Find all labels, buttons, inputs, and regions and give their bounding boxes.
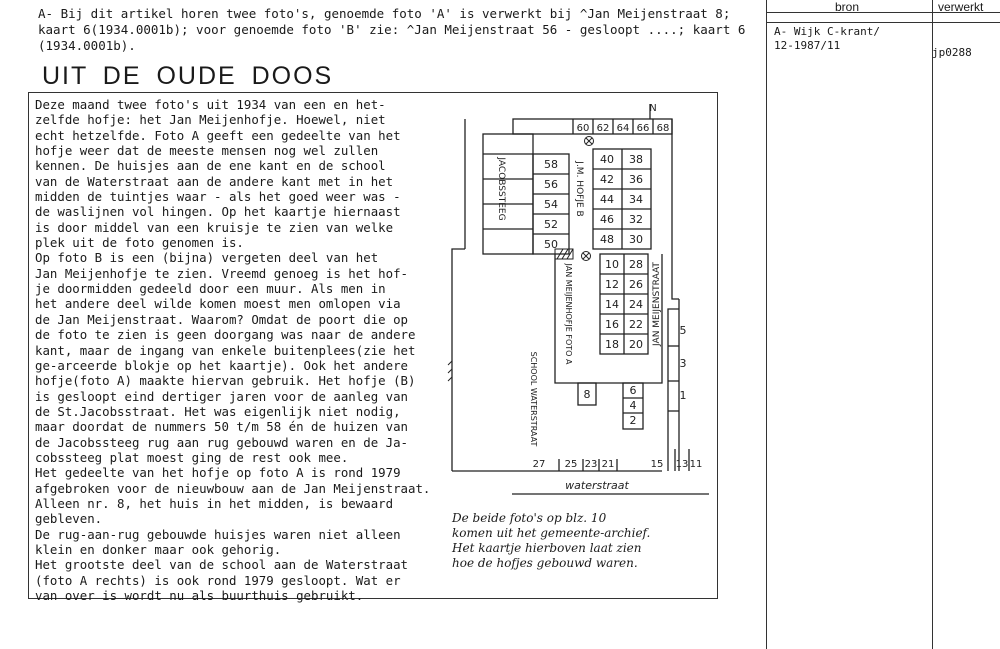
house-number: 2 (629, 414, 637, 427)
article-line: de St.Jacobsstraat. Het was eigenlijk niet nodig, (35, 403, 401, 419)
verwerkt-header: verwerkt (938, 0, 984, 14)
house-number: 20 (629, 338, 643, 351)
verwerkt-value: jp0288 (932, 46, 972, 59)
article-line: zelfde hofje: het Jan Meijenhofje. Hoewel, niet (35, 112, 386, 128)
house-number: 38 (629, 153, 643, 166)
article-line: De rug-aan-rug gebouwde huisjes waren niet alleen (35, 526, 401, 542)
article-line: Het gedeelte van het hofje op foto A is rond 1979 (35, 465, 401, 481)
article-title: UIT DE OUDE DOOS (42, 62, 334, 90)
hofje-b-label: J.M. HOFJE B (574, 161, 584, 217)
house-number: 42 (600, 173, 614, 186)
article-body (35, 97, 439, 603)
house-number: 3 (679, 357, 687, 370)
jan-meijenstraat-label: JAN MEIJENSTRAAT (652, 262, 662, 346)
article-line: hofje(foto A) maakte hiervan gebruik. Het hofje (B) (35, 373, 416, 389)
house-number: 18 (605, 338, 619, 351)
hofje-a-label: JAN MEIJENHOFJE FOTO A (564, 263, 573, 365)
house-number: 8 (583, 388, 591, 401)
house-number: 12 (605, 278, 619, 291)
article-line: Alleen nr. 8, het huis in het midden, is bewaard (35, 495, 394, 511)
house-number: 56 (544, 178, 558, 191)
verwerkt-column-border (932, 0, 933, 649)
house-number: 44 (600, 193, 614, 206)
jacobssteeg-label: JACOBSSTEEG (496, 157, 506, 221)
article-line: Op foto B is een (bijna) vergeten deel van het (35, 250, 379, 266)
street-number: 11 (689, 459, 703, 470)
article-line: kennen. De huisjes aan de ene kant en de school (35, 158, 386, 174)
article-line: Het grootste deel van de school aan de Waterstraat (35, 557, 408, 573)
house-number: 34 (629, 193, 643, 206)
waterstraat-label: waterstraat (565, 479, 629, 492)
article-line: Deze maand twee foto's uit 1934 van een en het- (35, 97, 386, 112)
article-line: klein en donker maar ook gehorig. (35, 541, 282, 557)
article-line: gebleven. (35, 511, 103, 527)
house-number: 24 (629, 298, 643, 311)
article-line: midden de tuintjes waar - als het goed weer was - (35, 189, 401, 205)
article-line: is door middel van een kruisje te zien van welke (35, 219, 394, 235)
article-line: maar doordat de nummers 50 t/m 58 én de huizen van (35, 419, 408, 435)
bron-column-border (766, 0, 767, 649)
street-number: 13 (675, 459, 689, 470)
article-line: is gesloopt eind dertiger jaren voor de aanleg van (35, 388, 408, 404)
article-line: de Jacobssteeg rug aan rug gebouwd waren en de Ja- (35, 434, 408, 450)
school-label: SCHOOL WATERSTRAAT (529, 351, 538, 447)
house-number: 46 (600, 213, 614, 226)
house-number: 28 (629, 258, 643, 271)
house-number: 16 (605, 318, 619, 331)
article-line: echt hetzelfde. Foto A geeft een gedeelte van het (35, 127, 401, 143)
house-number: 62 (596, 123, 610, 134)
house-number: 1 (679, 389, 687, 402)
house-number: 52 (544, 218, 558, 231)
house-number: 4 (629, 399, 637, 412)
article-line: plek uit de foto genomen is. (35, 235, 244, 251)
house-number: 66 (636, 123, 650, 134)
map-caption: De beide foto's op blz. 10 komen uit het gemeente-archief. Het kaartje hierboven laat zien hoe de hofjes gebouwd waren. (452, 511, 651, 570)
house-number: 50 (544, 238, 558, 251)
article-line: kant, maar de ingang van enkele buitenplees(zie het (35, 342, 416, 358)
article-line: van de Waterstraat aan de andere kant met in het (35, 173, 394, 189)
article-line: Jan Meijenhofje te zien. Vreemd genoeg is het hof- (35, 265, 408, 281)
house-number: 58 (544, 158, 558, 171)
article-line: je doormidden gedeeld door een muur. Als men in (35, 281, 386, 297)
street-number: 27 (532, 459, 546, 470)
house-number: 68 (656, 123, 670, 134)
article-line: afgebroken voor de nieuwbouw aan de Jan Meijenstraat. (35, 480, 431, 496)
article-line: de foto te zien is geen doorgang was naar de andere (35, 327, 416, 343)
house-number: 54 (544, 198, 558, 211)
house-number: 5 (679, 324, 687, 337)
house-number: 26 (629, 278, 643, 291)
street-number: 23 (584, 459, 598, 470)
bron-header: bron (835, 0, 860, 14)
house-number: 10 (605, 258, 619, 271)
house-number: 30 (629, 233, 643, 246)
article-line: hofje weer dat de meeste mensen nog wel zullen (35, 143, 379, 159)
house-number: 36 (629, 173, 643, 186)
house-number: 22 (629, 318, 643, 331)
article-line: van over is wordt nu als buurthuis gebruikt. (35, 588, 364, 603)
article-frame (28, 92, 718, 603)
header-note: A- Bij dit artikel horen twee foto's, genoemde foto 'A' is verwerkt bij ^Jan Meijenstraat 8; kaart 6(1934.0001b); voor genoemde foto 'B' zie: ^Jan Meijenstraat 56 - gesloopt ....; kaart 6 (1934.0001b). (38, 6, 746, 53)
house-number: 32 (629, 213, 643, 226)
article-line: de waslijnen vol hingen. Op het kaartje hiernaast (35, 204, 401, 220)
article-line: cobssteeg plat moest ging de rest ook mee. (35, 449, 349, 465)
house-number: 48 (600, 233, 614, 246)
article-line: ge-arceerde blokje op het kaartje). Ook het andere (35, 357, 408, 373)
house-number: 64 (616, 123, 630, 134)
street-number: 21 (601, 459, 615, 470)
north-label: N (649, 103, 657, 114)
article-line: (foto A rechts) is ook rond 1979 gesloopt. Wat er (35, 572, 401, 588)
house-number: 60 (576, 123, 590, 134)
house-number: 40 (600, 153, 614, 166)
article-line: de Jan Meijenstraat. Waarom? Omdat de poort die op (35, 311, 408, 327)
header-divider-lower (766, 22, 1000, 23)
bron-value: A- Wijk C-krant/ 12-1987/11 (774, 25, 880, 52)
street-number: 15 (650, 459, 664, 470)
article-line: het andere deel wilde komen moest men omlopen via (35, 296, 401, 312)
hofje-map (447, 99, 709, 499)
street-number: 25 (564, 459, 578, 470)
house-number: 6 (629, 384, 637, 397)
house-number: 14 (605, 298, 619, 311)
